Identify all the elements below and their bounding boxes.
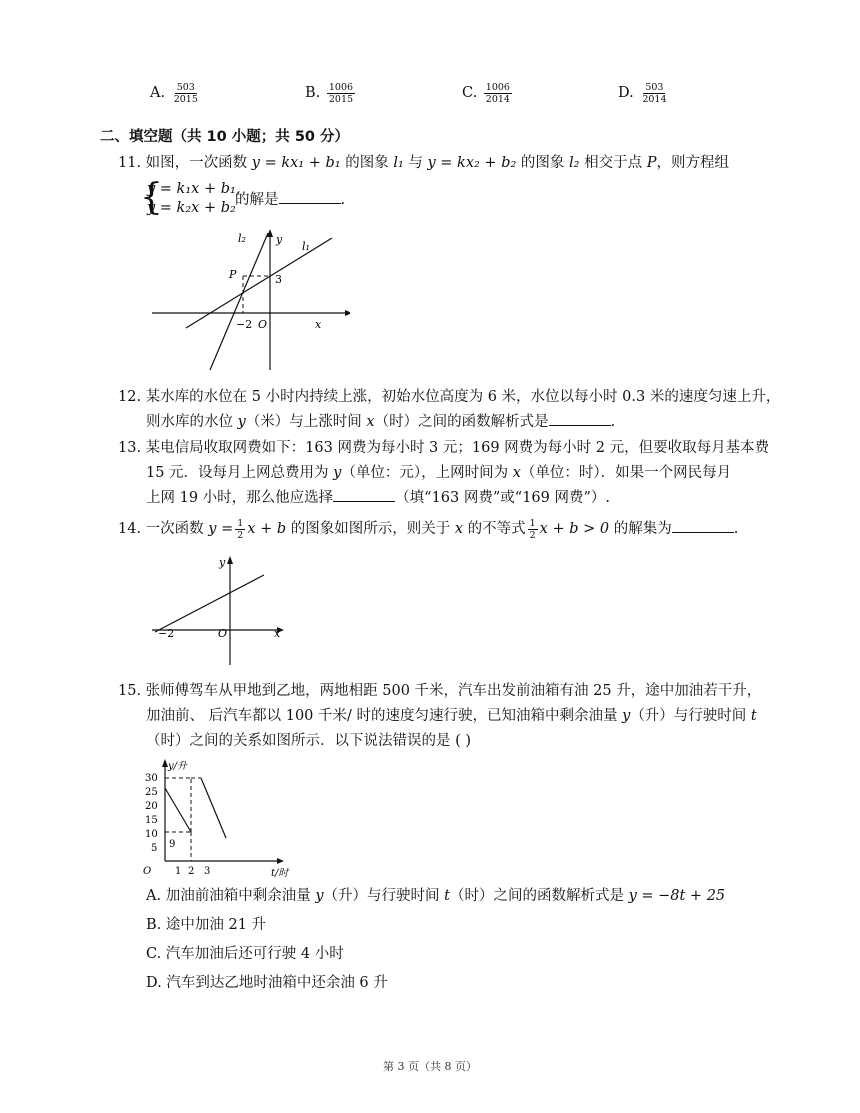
numerator: 1: [529, 517, 536, 529]
text: （时）之间的函数解析式是: [449, 888, 624, 904]
ytick-20: 20: [145, 801, 158, 812]
graph-label-origin: O: [218, 627, 228, 640]
text: .: [340, 192, 346, 208]
q11-graph: [150, 228, 350, 373]
graph-label-t: t/时: [271, 868, 289, 879]
option-letter: C.: [462, 85, 478, 101]
answer-blank: [333, 487, 395, 502]
option-fraction: [327, 82, 355, 105]
graph-label-three: 3: [275, 273, 282, 286]
option-letter: A.: [150, 85, 166, 101]
q11-answer-text: [235, 189, 345, 210]
text: 14. 一次函数: [118, 521, 204, 537]
x-axis-arrow-icon: [277, 858, 284, 864]
equation-left: y =: [208, 521, 234, 537]
text: 如图，一次函数: [145, 155, 248, 171]
q14-graph: [150, 555, 290, 667]
q15-line1: 15. 张师傅驾车从甲地到乙地，两地相距 500 千米，汽车出发前油箱有油 25 升，途中加油若干升，: [118, 683, 762, 699]
q10-option-a: [150, 80, 202, 106]
graph-label-y: y: [276, 233, 283, 246]
denominator: 2015: [328, 93, 354, 105]
q14-line: [118, 516, 738, 542]
ytick-25: 25: [145, 787, 158, 798]
ytick-10: 10: [145, 829, 158, 840]
line-l2-label: l₂: [569, 155, 580, 171]
graph-label-y: y: [219, 556, 226, 569]
text: （米）与上涨时间: [245, 414, 362, 430]
text: 则水库的水位: [146, 414, 233, 430]
denominator: 2014: [485, 93, 510, 105]
ytick-30: 30: [145, 773, 158, 784]
text: （单位：时）．如果一个网民每月: [520, 465, 732, 481]
q15-line2: [146, 703, 757, 729]
system-equation-2: y = k₂x + b₂: [147, 200, 236, 216]
point-p: P: [646, 155, 657, 171]
q11-line1: [118, 150, 729, 176]
line-l1: [186, 238, 332, 328]
function-line: [155, 575, 264, 632]
var-y: y: [622, 708, 631, 724]
q13-line1: 13. 某电信局收取网费如下：163 网费为每小时 3 元；169 网费为每小时 2 元，但要收取每月基本费: [118, 440, 770, 456]
answer-blank: [279, 189, 341, 204]
text: （升）与行驶时间: [323, 888, 440, 904]
denominator: 2: [529, 529, 536, 541]
line-l1-label: l₁: [393, 155, 404, 171]
var-y: y: [237, 414, 246, 430]
option-fraction: [484, 82, 512, 105]
graph-label-x: x: [315, 318, 322, 331]
q12-line1: 12. 某水库的水位在 5 小时内持续上涨，初始水位高度为 6 米，水位以每小时 0.3 米的速度匀速上升，: [118, 389, 781, 405]
text: 相交于点: [584, 155, 643, 171]
answer-blank: [549, 411, 611, 426]
text: （时）之间的函数解析式是: [374, 414, 549, 430]
xtick-3: 3: [204, 866, 211, 877]
graph-label-neg2: −2: [158, 627, 175, 640]
option-letter: B.: [305, 85, 321, 101]
equation-2: y = kx₂ + b₂: [427, 155, 517, 171]
text: .: [733, 521, 739, 537]
equation-1: y = kx₁ + b₁: [251, 155, 341, 171]
var-x: x: [454, 521, 464, 537]
denominator: 2: [237, 529, 244, 541]
numerator: 503: [176, 81, 195, 93]
numerator: 503: [645, 81, 664, 93]
q12-line2: [146, 409, 615, 435]
q10-option-b: [305, 80, 357, 106]
q15-line3: （时）之间的关系如图所示．以下说法错误的是 ( ): [146, 733, 472, 749]
text: （填“163 网费”或“169 网费”）.: [395, 490, 611, 506]
option-letter: D.: [618, 85, 634, 101]
answer-blank: [672, 518, 734, 533]
text: 加油前、 后汽车都以 100 千米/ 时的速度匀速行驶，已知油箱中剩余油量: [146, 708, 618, 724]
graph-label-origin: O: [143, 866, 152, 877]
q10-option-c: [462, 80, 514, 106]
text: 的解是: [235, 192, 279, 208]
graph-label-y: y/升: [168, 761, 188, 772]
text: .: [610, 414, 616, 430]
half-fraction: [528, 518, 538, 541]
y-axis-arrow-icon: [227, 556, 233, 564]
q15-option-d: D. 汽车到达乙地时油箱中还余油 6 升: [146, 975, 388, 991]
section-title: 二、填空题（共 10 小题；共 50 分）: [100, 129, 350, 145]
graph-label-neg2: −2: [236, 318, 253, 331]
option-fraction: [172, 82, 200, 105]
q15-option-c: C. 汽车加油后还可行驶 4 小时: [146, 946, 344, 962]
numerator: 1006: [485, 81, 510, 93]
q15-option-a: [146, 883, 725, 909]
ytick-15: 15: [145, 815, 158, 826]
xtick-2: 2: [188, 866, 195, 877]
ytick-5: 5: [151, 843, 158, 854]
var-y: y: [333, 465, 342, 481]
text: 与: [408, 155, 423, 171]
system-equation-1: y = k₁x + b₁,: [147, 181, 241, 197]
equation: y = −8t + 25: [628, 888, 726, 904]
q10-option-d: [618, 80, 671, 106]
graph-label-origin: O: [258, 318, 268, 331]
text: （升）与行驶时间: [630, 708, 747, 724]
denominator: 2014: [642, 93, 667, 105]
var-y: y: [315, 888, 324, 904]
text: 的解集为: [613, 521, 672, 537]
numerator: 1006: [328, 81, 354, 93]
text: 的图象: [520, 155, 565, 171]
text: 的图象: [345, 155, 389, 171]
brace-icon: {: [140, 177, 163, 218]
text: （单位：元），上网时间为: [341, 465, 509, 481]
line-l2: [210, 233, 268, 370]
q15-graph: [143, 758, 298, 880]
graph-label-l2: l₂: [238, 232, 246, 245]
text: 上网 19 小时，那么他应选择: [146, 490, 334, 506]
var-t: t: [750, 708, 757, 724]
equation-right: x + b: [247, 521, 287, 537]
numerator: 1: [237, 517, 244, 529]
xtick-1: 1: [175, 866, 182, 877]
page-footer: 第 3 页（共 8 页）: [383, 1060, 477, 1073]
option-fraction: [640, 82, 668, 105]
graph-label-l1: l₁: [302, 240, 310, 253]
var-x: x: [512, 465, 521, 481]
text: 的图象如图所示，则关于: [290, 521, 451, 537]
denominator: 2015: [173, 93, 198, 105]
text: 的不等式: [467, 521, 526, 537]
inequality: x + b > 0: [539, 521, 610, 537]
graph-label-x: x: [274, 627, 281, 640]
post-refuel-line: [201, 778, 226, 838]
pre-refuel-line: [165, 788, 191, 832]
text: A. 加油前油箱中剩余油量: [146, 888, 311, 904]
var-x: x: [366, 414, 375, 430]
q13-line2: [146, 460, 731, 486]
text: 15 元．设每月上网总费用为: [146, 465, 329, 481]
var-t: t: [444, 888, 450, 904]
text: ，则方程组: [656, 155, 729, 171]
question-number: 11.: [118, 155, 142, 171]
q15-option-b: B. 途中加油 21 升: [146, 917, 267, 933]
label-nine: 9: [169, 839, 176, 850]
q13-line3: [146, 485, 610, 511]
x-axis-arrow-icon: [345, 310, 350, 316]
graph-label-p: P: [229, 268, 237, 281]
half-fraction: [235, 518, 245, 541]
